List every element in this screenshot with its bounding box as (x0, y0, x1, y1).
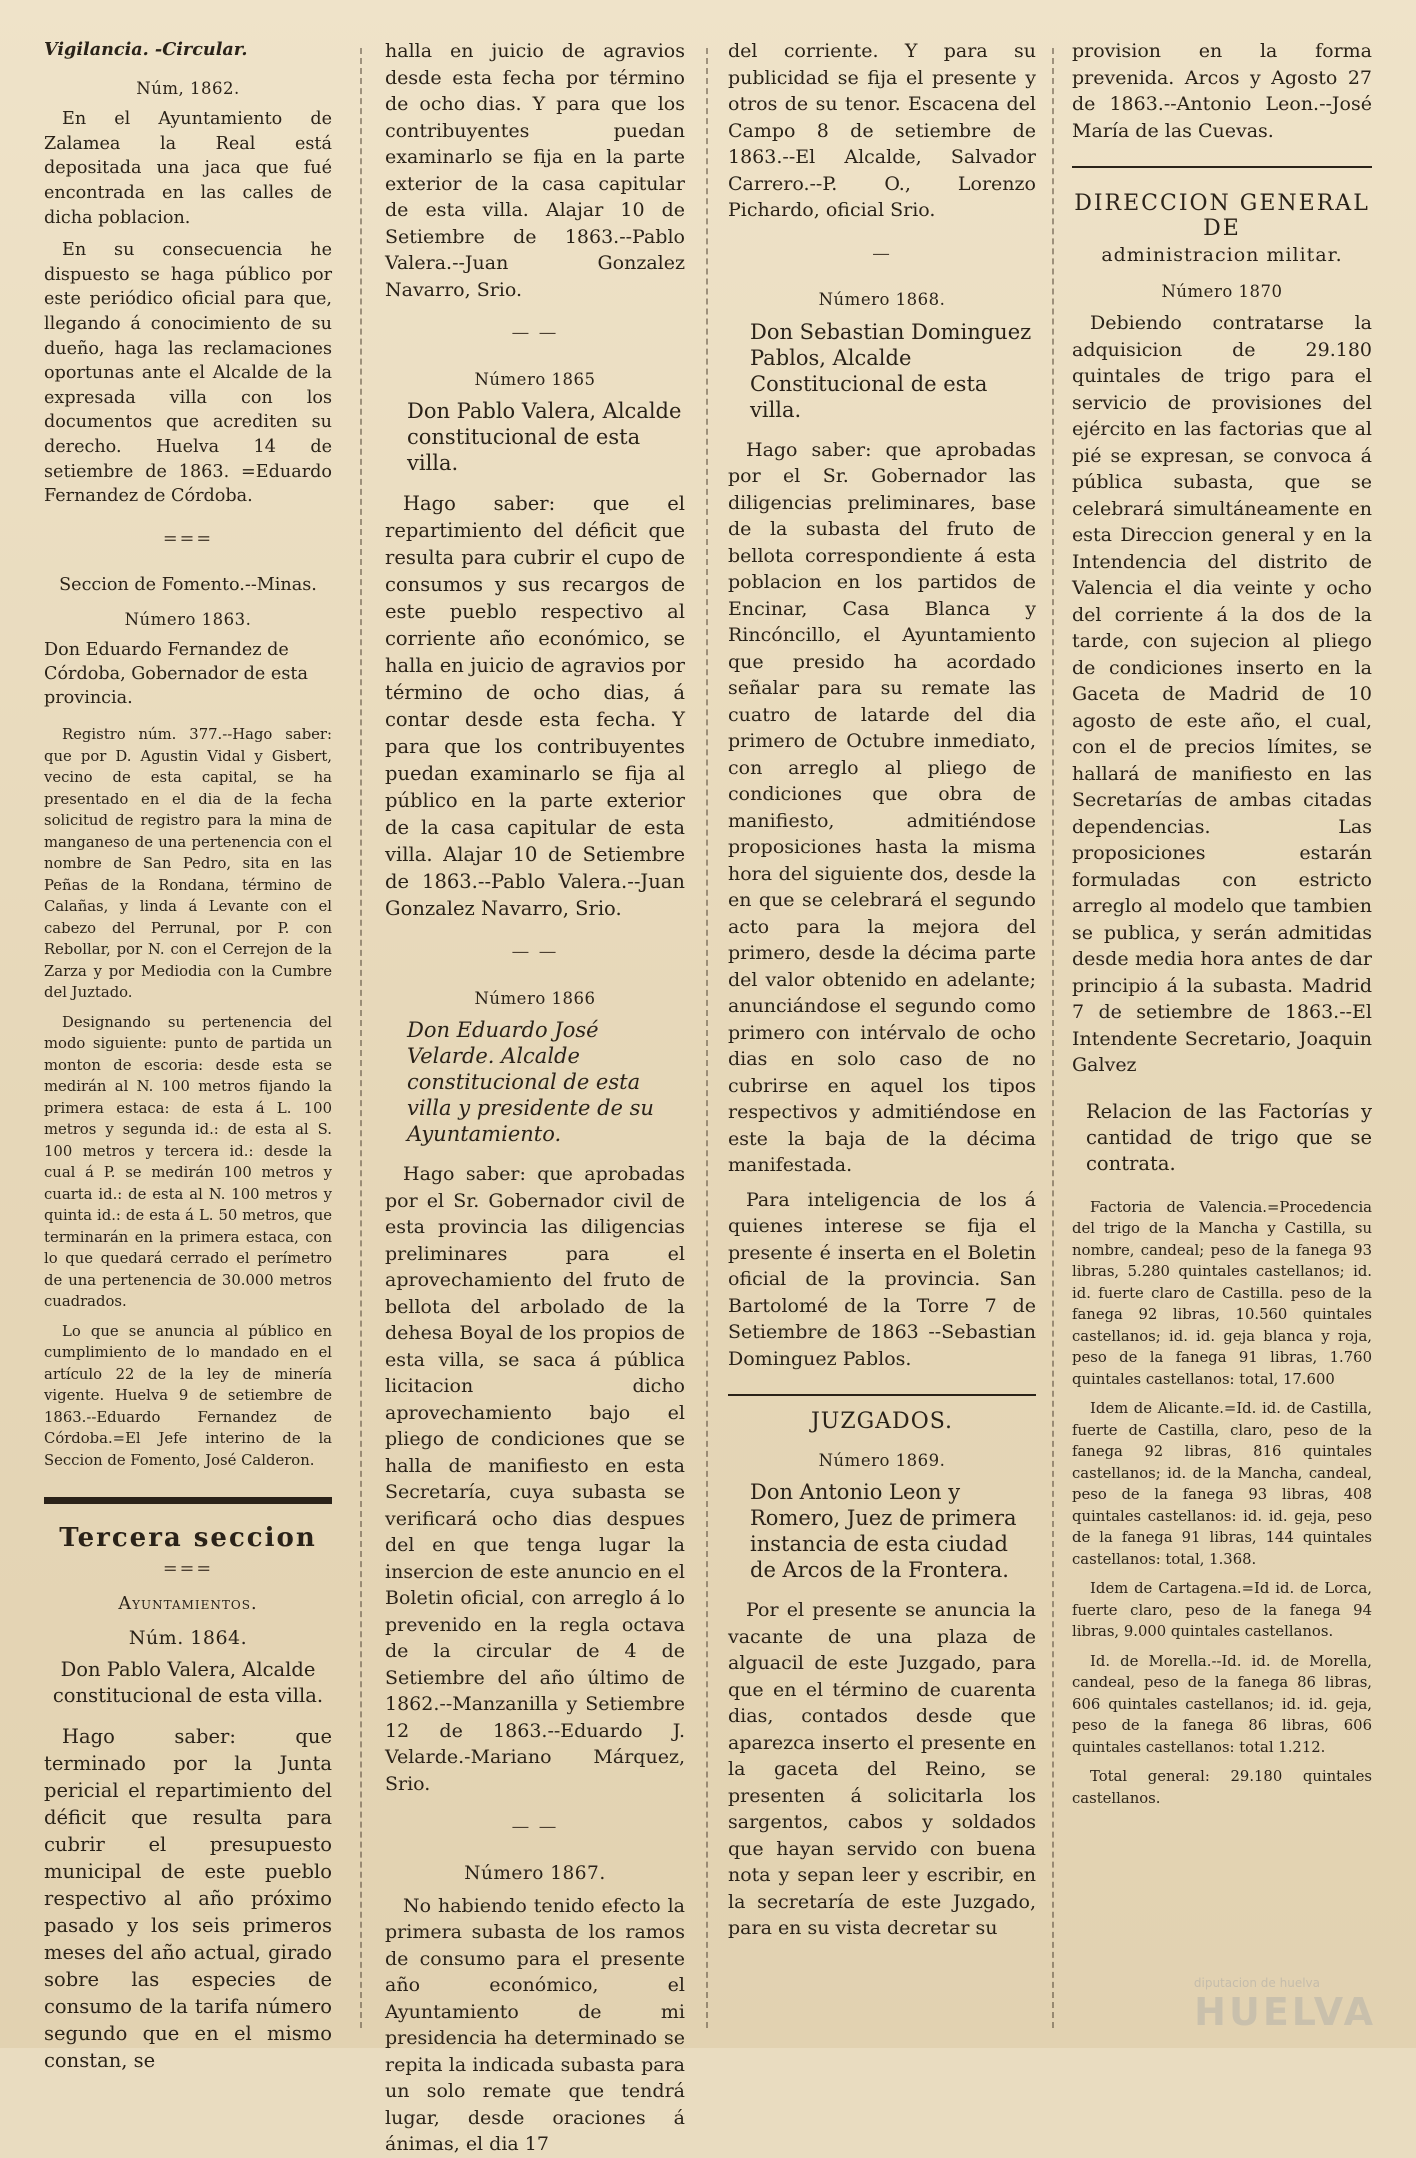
factoria-entry: Idem de Cartagena.=Id id. de Lorca, fuerte claro, peso de la fanega 94 libras, 9.000 quintales castellanos. (1072, 1580, 1372, 1641)
notice-number: Número 1869. (818, 1450, 946, 1470)
notice-number: Núm. 1864. (128, 1627, 248, 1650)
notice-paragraph: Hago saber: que aprobadas por el Sr. Gobernador civil de esta provincia las diligencias preliminares para el aprovechamiento del fruto de bellota del arbolado de la dehesa Boyal de los propios de esta villa, se saca á pública licitacion dicho aprovechamiento bajo el pliego de condiciones que se halla de manifiesto en esta Secretaría, cuya subasta se verificará ocho dias despues del en que tenga lugar la insercion de este anuncio en el Boletin oficial, con arreglo á lo prevenido en la regla octava de la circular de 4 de Setiembre del año último de 1862.--Manzanilla y Setiembre 12 de 1863.--Eduardo J. Velarde.-Mariano Márquez, Srio. (385, 1163, 685, 1795)
relacion-heading: Relacion de las Factorías y cantidad de trigo que se contrata. (1086, 1099, 1372, 1175)
factoria-entry: Id. de Morella.--Id. id. de Morella, candeal, peso de la fanega 86 libras, 606 quintales castellanos; id. id. geja, peso de la fanega 86 libras, 606 quintales castellanos: total 1.212. (1072, 1652, 1372, 1756)
separator: — — (511, 942, 559, 963)
notice-paragraph: Hago saber: que terminado por la Junta pericial el repartimiento del déficit que resulta para cubrir el presupuesto municipal de este pueblo respectivo al año próximo pasado y los seis primeros meses del año actual, girado sobre las especies de consumo de la tarifa número segundo que en el mismo constan, se (44, 1724, 332, 2072)
notice-issuer: Don Eduardo José Velarde. Alcalde constitucional de esta villa y presidente de su Ayuntamiento. (407, 1018, 654, 1147)
separator: — (872, 243, 892, 264)
notice-issuer: Don Sebastian Dominguez Pablos, Alcalde Constitucional de esta villa. (750, 319, 1032, 422)
notice-issuer: Don Antonio Leon y Romero, Juez de primera instancia de esta ciudad de Arcos de la Frontera. (750, 1480, 1017, 1583)
notice-continuation: halla en juicio de agravios desde esta fecha por término de ocho dias. Y para que los contribuyentes puedan examinarlo se fija en la parte exterior de la casa capitular de esta villa. Alajar 10 de Setiembre de 1863.--Pablo Valera.--Juan Gonzalez Navarro, Srio. (385, 40, 685, 301)
notice-paragraph: No habiendo tenido efecto la primera subasta de los ramos de consumo para el presente año económico, el Ayuntamiento de mi presidencia ha determinado se repita la indicada subasta para un solo remate que tendrá lugar, desde oraciones á ánimas, el dia 17 (385, 1894, 685, 2156)
column-3 (728, 38, 1036, 2018)
watermark-caption: diputacion de huelva (1193, 1976, 1320, 1990)
notice-paragraph: Para inteligencia de los á quienes interese se fija el presente é inserta en el Boletin oficial de la provincia. San Bartolomé de la Torre 7 de Setiembre de 1863 --Sebastian Dominguez Pablos. (728, 1188, 1036, 1370)
notice-paragraph: Debiendo contratarse la adquisicion de 29.180 quintales de trigo para el servicio de provisiones del ejército en las factorias que al pié se expresan, se convoca á pública subasta, que se celebrará simultáneamente en esta Direccion general y en la Intendencia del distrito de Valencia el dia veinte y ocho del corriente á la dos de la tarde, con sujecion al pliego de condiciones inserto en la Gaceta de Madrid de 10 agosto de este año, el cual, con el de precios límites, se hallará de manifiesto en las Secretarías de ambas citadas dependencias. Las proposiciones estarán formuladas con estricto arreglo al modelo que tambien se publica, y serán admitidas desde media hora antes de dar principio á la subasta. Madrid 7 de setiembre de 1863.--El Intendente Secretario, Joaquin Galvez (1072, 312, 1372, 1077)
section-rule (1072, 166, 1372, 168)
separator: — — (511, 1817, 559, 1838)
separator: === (162, 1559, 214, 1580)
column-4 (1072, 38, 1372, 2018)
notice-number: Número 1866 (474, 988, 596, 1008)
total-general: Total general: 29.180 quintales castellanos. (1072, 1768, 1372, 1807)
notice-paragraph: Registro núm. 377.--Hago saber: que por D. Agustin Vidal y Gisbert, vecino de esta capital, se ha presentado en el dia de la fecha solicitud de registro para la mina de manganeso de una pertenencia con el nombre de San Pedro, sita en las Peñas de la Rondana, término de Calañas, y linda á Levante con el cabezo del Perrunal, por P. con Rebollar, por N. con el Cerrejon de la Zarza y por Mediodia con la Cumbre del Juztado. (44, 726, 332, 1002)
notice-paragraph: Hago saber: que aprobadas por el Sr. Gobernador las diligencias preliminares, base de la subasta del fruto de bellota correspondiente á esta poblacion en los partidos de Encinar, Casa Blanca y Rincóncillo, el Ayuntamiento que presido ha acordado señalar para su remate las cuatro de latarde del dia primero de Octubre inmediato, con arreglo al pliego de condiciones que obra de manifiesto, admitiéndose proposiciones hasta la misma hora del siguiente dos, desde la en que se celebrará el segundo acto para la mejora del primero, desde la décima parte del valor obtenido en adelante; anunciándose el segundo como primero con intérvalo de ocho dias en solo caso de no cubrirse en aquel los tipos respectivos y admitiéndose en este la baja de la décima manifestada. (728, 438, 1036, 1177)
separator: === (162, 528, 214, 549)
notice-paragraph: Por el presente se anuncia la vacante de una plaza de alguacil de este Juzgado, para que en el término de cuarenta dias, contados desde que aparezca inserto el presente en la gaceta del Reino, se presenten á solicitarla los sargentos, cabos y soldados que hayan servido con buena nota y sepan leer y escribir, en la secretaría de este Juzgado, para en su vista decretar su (728, 1599, 1036, 1940)
watermark-logo: HUELVA (1194, 1990, 1376, 2034)
notice-number: Número 1870 (1161, 281, 1283, 301)
notice-continuation: provision en la forma prevenida. Arcos y Agosto 27 de 1863.--Antonio Leon.--José María de las Cuevas. (1072, 40, 1372, 142)
notice-number: Número 1867. (464, 1862, 606, 1884)
notice-issuer: Don Pablo Valera, Alcalde constitucional de esta villa. (52, 1657, 324, 1707)
notice-number: Número 1863. (124, 609, 252, 629)
notice-number: Núm, 1862. (136, 78, 240, 98)
section-title-juzgados: JUZGADOS. (810, 1409, 954, 1435)
notice-paragraph: En el Ayuntamiento de Zalamea la Real está depositada una jaca que fué encontrada en las calles de dicha poblacion. (44, 109, 332, 228)
column-2 (385, 38, 685, 2156)
section-rule (728, 1394, 1036, 1396)
subsection-title-ayuntamientos: Ayuntamientos. (118, 1593, 258, 1614)
column-divider (1052, 48, 1055, 2028)
notice-paragraph: Hago saber: que el repartimiento del déficit que resulta para cubrir el cupo de consumos y sus recargos de este pueblo respectivo al corriente año económico, se halla en juicio de agravios por término de ocho dias, á contar desde esta fecha. Y para que los contribuyentes puedan examinarlo se fija al público en la parte exterior de la casa capitular de esta villa. Alajar 10 de Setiembre de 1863.--Pablo Valera.--Juan Gonzalez Navarro, Srio. (385, 492, 685, 921)
notice-number: Número 1865 (474, 369, 596, 389)
section-header-vigilancia: Vigilancia. -Circular. (44, 39, 248, 60)
factoria-entry: Factoria de Valencia.=Procedencia del trigo de la Mancha y Castilla, su nombre, candeal; peso de la fanega 93 libras, 5.280 quintales castellanos; id. id. fuerte claro de Castilla. peso de la fanega 92 libras, 10.560 quintales castellanos; id. id. geja blanca y roja, peso de la fanega 91 libras, 1.760 quintales castellanos: total, 17.600 (1072, 1198, 1372, 1388)
notice-paragraph: Lo que se anuncia al público en cumplimiento de lo mandado en el artículo 22 de la ley de minería vigente. Huelva 9 de setiembre de 1863.--Eduardo Fernandez de Córdoba.=El Jefe interino de la Seccion de Fomento, José Calderon. (44, 1322, 332, 1469)
notice-issuer: Don Pablo Valera, Alcalde constitucional de esta villa. (407, 399, 682, 476)
notice-continuation: del corriente. Y para su publicidad se fija el presente y otros de su tenor. Escacena del Campo 8 de setiembre de 1863.--El Alcalde, Salvador Carrero.--P. O., Lorenzo Pichardo, oficial Srio. (728, 40, 1036, 221)
notice-paragraph: En su consecuencia he dispuesto se haga público por este periódico oficial para que, llegando á conocimiento de su dueño, haga las reclamaciones oportunas ante el Alcalde de la expresada villa con los documentos que acrediten su derecho. Huelva 14 de setiembre de 1863. =Eduardo Fernandez de Córdoba. (44, 240, 332, 507)
section-header-fomento: Seccion de Fomento.--Minas. (59, 575, 317, 596)
section-rule (44, 1497, 332, 1504)
notice-number: Número 1868. (818, 290, 946, 310)
separator: — — (511, 323, 559, 343)
section-title-tercera: Tercera seccion (59, 1523, 317, 1554)
notice-paragraph: Designando su pertenencia del modo siguiente: punto de partida un monton de escoria: desde esta se medirán al N. 100 metros fijando la primera estaca: de esta á L. 100 metros y segunda id.: de esta al S. 100 metros y tercera id.: desde la cual á P. se medirán 100 metros y cuarta id.: de esta al N. 100 metros y quinta id.: de esta á L. 50 metros, que terminarán en la primera estaca, con lo que quedará cerrado el perímetro de una pertenencia de 30.000 metros cuadrados. (44, 1013, 332, 1311)
notice-issuer: Don Eduardo Fernandez de Córdoba, Gobernador de esta provincia. (44, 640, 308, 709)
column-1 (44, 38, 332, 2072)
factoria-entry: Idem de Alicante.=Id. id. de Castilla, fuerte de Castilla, claro, peso de la fanega 92 libras, 816 quintales castellanos; id. de la Mancha, candeal, peso de la fanega 93 libras, 408 quintales castellanos: id. id. geja, peso de la fanega 91 libras, 144 quintales castellanos: total, 1.368. (1072, 1400, 1372, 1568)
section-title-direccion: DIRECCION GENERAL DE (1074, 191, 1370, 241)
column-divider (706, 48, 709, 2028)
section-subtitle: administracion militar. (1101, 244, 1343, 267)
column-divider (360, 48, 363, 2028)
